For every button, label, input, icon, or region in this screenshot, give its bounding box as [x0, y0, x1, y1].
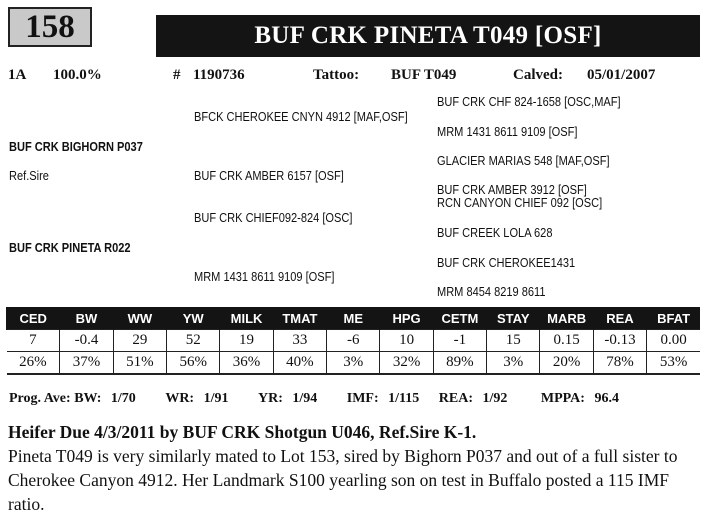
prog-yr-label: YR:: [257, 391, 283, 406]
epd-value: 7: [7, 330, 60, 352]
prog-bw-value: 1/70: [110, 391, 136, 406]
pedigree-dss: RCN CANYON CHIEF 092 [OSC]: [437, 195, 603, 210]
prog-imf-value: 1/115: [388, 391, 420, 406]
epd-value: 15: [487, 330, 540, 352]
epd-header-hpg: HPG: [380, 307, 433, 330]
pedigree-sds: GLACIER MARIAS 548 [MAF,OSF]: [437, 153, 610, 168]
lot-description: [8, 420, 700, 516]
epd-percentile: 40%: [273, 352, 326, 375]
epd-values-row: [7, 330, 701, 352]
epd-value: -0.13: [593, 330, 646, 352]
pedigree-sdd: BUF CRK AMBER 3912 [OSF]: [437, 182, 587, 197]
epd-header-tmat: TMAT: [273, 307, 326, 330]
epd-header-ced: CED: [7, 307, 60, 330]
epd-percentile: 26%: [7, 352, 60, 375]
epd-percentile: 51%: [113, 352, 166, 375]
epd-percentile: 20%: [540, 352, 593, 375]
prog-yr-value: 1/94: [292, 391, 318, 406]
epd-header-ww: WW: [113, 307, 166, 330]
animal-name-title: BUF CRK PINETA T049 [OSF]: [156, 15, 700, 57]
pedigree-sire-note: Ref.Sire: [9, 168, 49, 183]
epd-percentile: 32%: [380, 352, 433, 375]
prog-mppa-label: MPPA:: [540, 391, 585, 406]
epd-header-bfat: BFAT: [647, 307, 700, 330]
tattoo-label: Tattoo:: [313, 67, 360, 83]
percent-label: 100.0%: [53, 67, 102, 83]
pedigree-dam-dam: MRM 1431 8611 9109 [OSF]: [194, 269, 335, 284]
epd-value: -6: [327, 330, 380, 352]
epd-percentile: 78%: [593, 352, 646, 375]
epd-value: -0.4: [60, 330, 113, 352]
pedigree-ddd: MRM 8454 8219 8611: [437, 284, 546, 299]
epd-percentile-row: [7, 352, 701, 375]
registration-number: 1190736: [193, 67, 245, 83]
epd-header-yw: YW: [167, 307, 220, 330]
prog-rea-label: REA:: [438, 391, 474, 406]
epd-value: 19: [220, 330, 273, 352]
epd-value: 29: [113, 330, 166, 352]
epd-percentile: 3%: [487, 352, 540, 375]
prog-bw-label: Prog. Ave: BW:: [9, 391, 102, 406]
pedigree-dam-sire: BUF CRK CHIEF092-824 [OSC]: [194, 210, 353, 225]
epd-percentile: 89%: [433, 352, 486, 375]
tattoo-value: BUF T049: [391, 67, 457, 83]
pedigree-dds: BUF CRK CHEROKEE1431: [437, 255, 576, 270]
epd-header-cetm: CETM: [433, 307, 486, 330]
epd-header-me: ME: [327, 307, 380, 330]
epd-percentile: 37%: [60, 352, 113, 375]
epd-value: 0.15: [540, 330, 593, 352]
epd-value: 10: [380, 330, 433, 352]
pedigree-dsd: BUF CREEK LOLA 628: [437, 225, 553, 240]
progeny-averages: [9, 391, 619, 407]
description-headline: Heifer Due 4/3/2011 by BUF CRK Shotgun U046, Ref.Sire K-1.: [8, 422, 477, 442]
epd-header-stay: STAY: [487, 307, 540, 330]
pedigree-sss: BUF CRK CHF 824-1658 [OSC,MAF]: [437, 94, 621, 109]
epd-percentile: 56%: [167, 352, 220, 375]
description-body: Pineta T049 is very similarly mated to Lot 153, sired by Bighorn P037 and out of a full sister to Cherokee Canyon 4912. Her Landmark S100 yearling son on test in Buffalo posted a 115 IMF ratio.: [8, 446, 678, 514]
prog-rea-value: 1/92: [482, 391, 508, 406]
prog-imf-label: IMF:: [346, 391, 379, 406]
registration-hash: #: [173, 67, 181, 83]
epd-header-row: [7, 307, 701, 330]
epd-value: 0.00: [647, 330, 700, 352]
pedigree-sire-dam: BUF CRK AMBER 6157 [OSF]: [194, 168, 344, 183]
pedigree-sire: BUF CRK BIGHORN P037: [9, 139, 143, 154]
epd-value: 52: [167, 330, 220, 352]
class-label: 1A: [8, 67, 27, 83]
prog-wr-value: 1/91: [203, 391, 229, 406]
epd-percentile: 3%: [327, 352, 380, 375]
epd-header-rea: REA: [593, 307, 646, 330]
epd-value: 33: [273, 330, 326, 352]
calved-label: Calved:: [513, 67, 563, 83]
epd-header-marb: MARB: [540, 307, 593, 330]
epd-header-milk: MILK: [220, 307, 273, 330]
pedigree-sire-sire: BFCK CHEROKEE CNYN 4912 [MAF,OSF]: [194, 109, 408, 124]
epd-header-bw: BW: [60, 307, 113, 330]
pedigree-dam: BUF CRK PINETA R022: [9, 240, 131, 255]
epd-percentile: 36%: [220, 352, 273, 375]
calved-date: 05/01/2007: [587, 67, 656, 83]
prog-mppa-value: 96.4: [594, 391, 619, 406]
pedigree-ssd: MRM 1431 8611 9109 [OSF]: [437, 124, 578, 139]
lot-number: 158: [8, 7, 92, 47]
epd-percentile: 53%: [647, 352, 700, 375]
prog-wr-label: WR:: [165, 391, 195, 406]
epd-table: [6, 307, 700, 375]
epd-value: -1: [433, 330, 486, 352]
